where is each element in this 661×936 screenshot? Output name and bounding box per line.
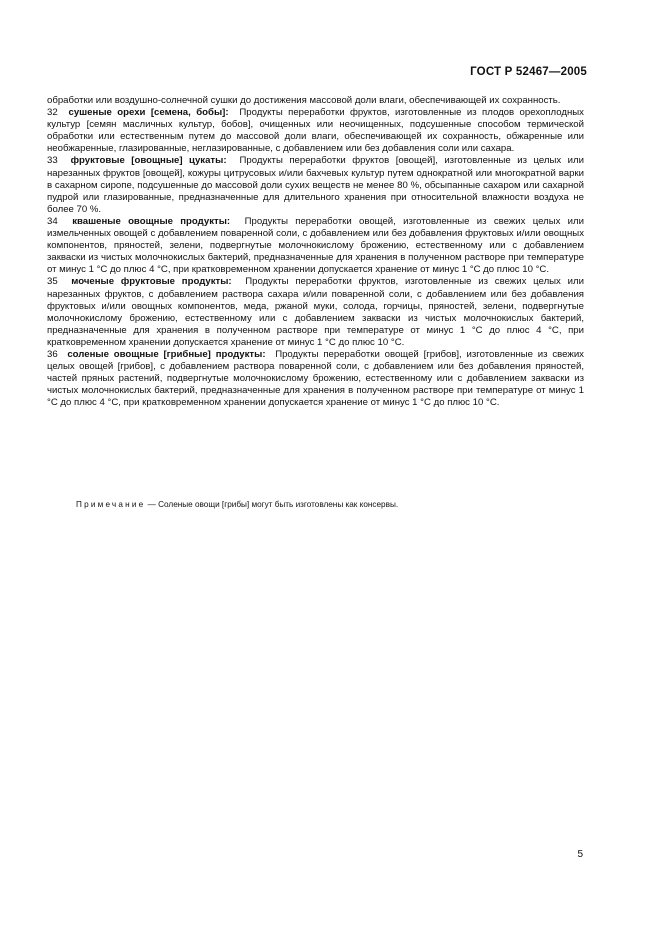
entry-term: моченые фруктовые продукты: bbox=[71, 276, 232, 288]
entry-number: 34 bbox=[47, 215, 58, 227]
entry-number: 32 bbox=[47, 107, 58, 119]
entry-number: 36 bbox=[47, 348, 58, 360]
entry-number: 33 bbox=[47, 155, 58, 167]
term-entry-32 bbox=[47, 107, 584, 155]
entry-definition: Продукты переработки фруктов, изготовленные из свежих целых или нарезанных фруктов, с добавлением раствора сахара и/или поваренной соли, с добавлением или без добавления фруктовых и/или овощных компонентов, меда, ржаной муки, солода, горчицы, пряностей, зелени, подвергнутые молочнокислому брожению, естественному или с добавлением закваски из чистых молочнокислых бактерий, предназначенные для хранения в полученном растворе при температуре от минус 1 °С до плюс 4 °С, при кратковременном хранении допускается хранение от минус 1 °С до плюс 10 °С. bbox=[47, 276, 584, 348]
entry-term: сушеные орехи [семена, бобы]: bbox=[68, 107, 229, 119]
note-block bbox=[76, 499, 586, 510]
entry-definition: Продукты переработки фруктов [овощей], изготовленные из целых или нарезанных фруктов [овощей], кожуры цитрусовых и/или бахчевых культур путем однократной или многократной варки в сахарном сиропе, подсушенные до массовой доли сухих веществ не менее 80 %, обсыпанные сахаром или сахарной пудрой или глазированные, предназначенные для длительного хранения при относительной влажности воздуха не более 70 %. bbox=[47, 155, 584, 215]
note-label: Примечание bbox=[76, 500, 146, 509]
entry-definition: Продукты переработки фруктов, изготовленные из плодов орехоплодных культур [семян масличных культур, бобов], очищенных или неочищенных, подсушенные способом термической обработки или естественным путем до массовой доли влаги, обеспечивающей их сохранность, обжаренные или необжаренные, глазированные, неглазированные, с добавлением или без добавления соли или сахара. bbox=[47, 107, 584, 155]
intro-paragraph: обработки или воздушно-солнечной сушки до достижения массовой доли влаги, обеспечивающей их сохранность. bbox=[47, 95, 561, 106]
entry-term: фруктовые [овощные] цукаты: bbox=[70, 155, 227, 167]
page-number: 5 bbox=[577, 849, 583, 860]
term-entry-34 bbox=[47, 216, 584, 276]
term-entry-36 bbox=[47, 349, 584, 409]
note-text: — Соленые овощи [грибы] могут быть изготовлены как консервы. bbox=[147, 500, 399, 509]
entry-definition: Продукты переработки овощей [грибов], изготовленные из свежих целых овощей [грибов], с добавлением раствора поваренной соли, с добавлением или без добавления пряностей, частей пряных растений, подвергнутые молочнокислому брожению, естественному или с добавлением закваски из чистых молочнокислых бактерий, предназначенные для хранения в полученном растворе при температуре от минус 1 °С до плюс 4 °С, при кратковременном хранении допускается хранение от минус 1 °С до плюс 10 °С. bbox=[47, 348, 584, 409]
entry-number: 35 bbox=[47, 276, 58, 288]
entry-term: соленые овощные [грибные] продукты: bbox=[67, 348, 266, 360]
term-entry-35 bbox=[47, 276, 584, 349]
entry-term: квашеные овощные продукты: bbox=[72, 215, 231, 227]
document-body bbox=[47, 95, 584, 409]
entry-definition: Продукты переработки овощей, изготовленные из свежих целых или измельченных овощей с добавлением поваренной соли, с добавлением или без добавления фруктовых и/или овощных компонентов, пряностей, зелени, подвергнутые молочнокислому брожению, естественному или с добавлением закваски из чистых молочнокислых бактерий, предназначенные для хранения в полученном растворе при температуре от минус 1 °С до плюс 4 °С, при кратковременном хранении допускается хранение от минус 1 °С до плюс 10 °С. bbox=[47, 215, 584, 276]
document-header: ГОСТ Р 52467—2005 bbox=[470, 66, 587, 78]
term-entry-33 bbox=[47, 155, 584, 215]
